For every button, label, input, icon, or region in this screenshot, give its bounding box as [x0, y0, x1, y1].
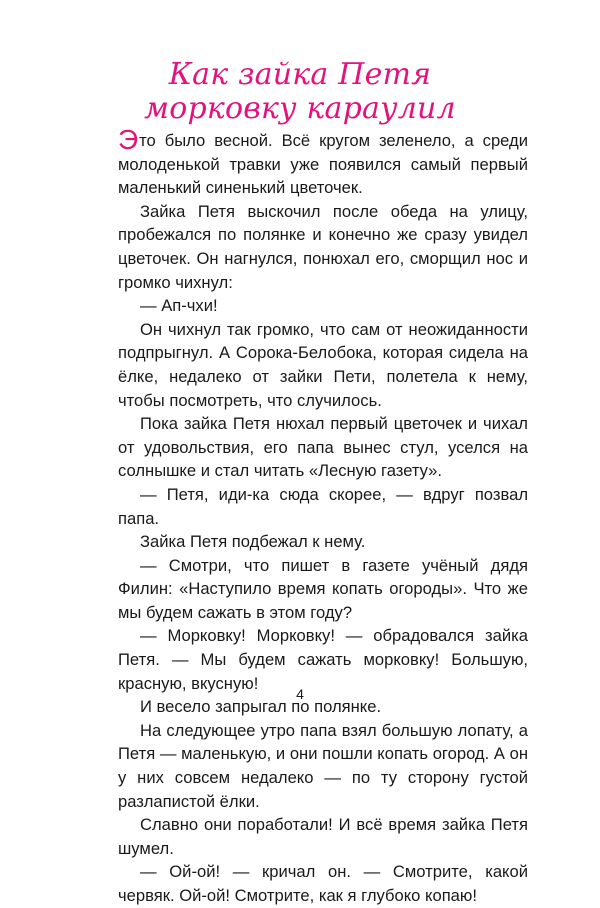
- title-line-2: морковку караулил: [144, 91, 456, 126]
- paragraph-13: — Ой-ой! — кричал он. — Смотрите, какой червяк. Ой-ой! Смотрите, как я глубоко копаю!: [118, 862, 528, 905]
- paragraph-9: — Морковку! Морковку! — обрадовался зайка Петя. — Мы будем сажать морковку! Большую, красную, вкусную!: [118, 626, 528, 693]
- story-title: [0, 58, 600, 126]
- paragraph-11: На следующее утро папа взял большую лопату, а Петя — маленькую, и они пошли копать огород. А он у них совсем недалеко — по ту сторону густой разлапистой ёлки.: [118, 720, 528, 811]
- paragraph-7: Зайка Петя подбежал к нему.: [140, 532, 366, 552]
- paragraph-3: — Ап-чхи!: [140, 296, 218, 316]
- paragraph-4: Он чихнул так громко, что сам от неожиданности подпрыгнул. А Сорока-Белобока, которая сидела на ёлке, недалеко от зайки Пети, полетела к нему, чтобы посмотреть, что случилось.: [118, 319, 528, 410]
- paragraph-2: Зайка Петя выскочил после обеда на улицу, пробежался по полянке и конечно же сразу увидел цветочек. Он нагнулся, понюхал его, сморщил нос и громко чихнул:: [118, 201, 528, 292]
- paragraph-10: И весело запрыгал по полянке.: [140, 697, 382, 717]
- page-number: 4: [296, 686, 304, 702]
- paragraph-8: — Смотри, что пишет в газете учёный дядя Филин: «Наступило время копать огороды». Что же мы будем сажать в этом году?: [118, 555, 528, 622]
- story-text: [118, 124, 528, 908]
- title-line-1: Как зайка Петя: [168, 57, 432, 92]
- drop-cap: Э: [118, 124, 139, 155]
- paragraph-1-text: то было весной. Всё кругом зеленело, а среди молоденькой травки уже появился самый первый маленький синенький цветочек.: [118, 131, 528, 198]
- paragraph-5: Пока зайка Петя нюхал первый цветочек и чихал от удовольствия, его папа вынес стул, уселся на солнышке и стал читать «Лесную газету».: [118, 414, 528, 481]
- paragraph-12: Славно они поработали! И всё время зайка Петя шумел.: [118, 815, 528, 858]
- paragraph-1: [118, 124, 528, 200]
- paragraph-6: — Петя, иди-ка сюда скорее, — вдруг позвал папа.: [118, 484, 528, 528]
